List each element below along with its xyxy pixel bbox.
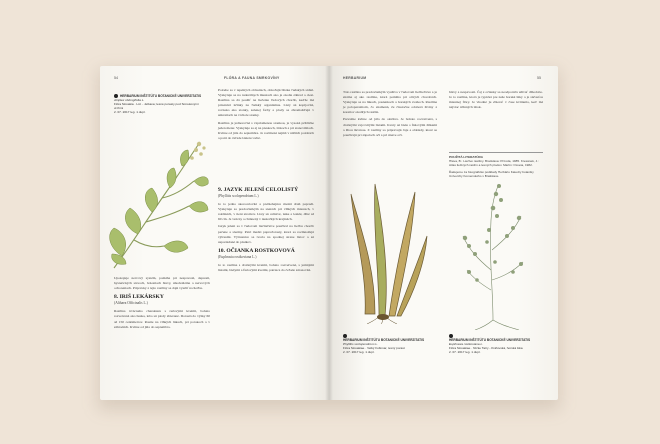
right-page-number: 55 <box>537 76 541 80</box>
paragraph: Je to rastlina s drobnými kvetmi, bohato rozvetvená, s jemnými listami, bielymi a fialovými kvetmi, patriaca do čeľade zárazovité. <box>218 262 314 273</box>
section-heading-10: 10. OČIANKA ROSTKOVOVÁ <box>218 247 295 254</box>
fern-specimen-label <box>343 334 437 354</box>
specimen-date: 2. 07. 2017 leg. 1 dupl. <box>449 350 481 355</box>
left-page-number: 54 <box>114 76 118 80</box>
specimen-detail: Flóra Slovakiae · Velký Folkmar, lesný porast <box>343 346 405 351</box>
open-book <box>100 66 558 400</box>
paragraph: Táto rastlina sa predovšetkým využíva v ľudovom liečiteľstve a je známa aj ako rastlina, ktorá pomáha pri očných chorobách. Vyskytuje sa na lúkach, pasienkoch a horských svahoch. Rastlina je poloparazitom, čo znamená, že čiastočne odoberá živiny z koreňov okolitých rastlín. <box>343 90 437 115</box>
right-running-head: HERBARIUM <box>343 76 367 80</box>
right-page <box>329 66 558 400</box>
paragraph: Je to jedno skorocelovité a prebiehajúce menší druh papradí. Vyskytuje sa predovšetkým na stenách pri vlhkých miestach, v roklinách, v tieni stromov. Listy sú celistvé, úzke a lesklé, dlhé až 60 cm. Je vzácny a chránený v niekoľkých krajinách. <box>218 202 314 222</box>
left-column-right <box>218 184 314 275</box>
specimen-species: Phyllitis scolopendrium L. <box>343 342 378 347</box>
left-column-bottom <box>114 276 210 332</box>
section-heading-9: 9. JAZYK JELENÍ CELOLISTÝ <box>218 187 299 193</box>
specimen-species: Euphrasia rostkoviana L. <box>449 342 484 347</box>
right-column-right <box>449 90 543 112</box>
atriplex-plant-illustration <box>104 136 212 271</box>
paragraph: Rastlina je jednoročná s vzpriamenou stonkou, je vysoká približne jeden meter. Vyskytuje sa aj na pieskoch, štrkoch a pri stanovištiach. Kvitne od júla do septembra. Je rozšírená najmä v nižších polohách a patrí do čeľade láskavcovité. <box>218 120 314 140</box>
eyebright-specimen-label <box>449 334 543 354</box>
left-page <box>100 66 329 400</box>
specimen-date: 2. 07. 2017 leg. 1 dupl. <box>343 350 375 355</box>
paragraph: Upokojuje nervový systém, pomáha pri nespavosti, depresii, hysterických stavoch, bolestiach hlavy, alkoholizme a nervových ochoreniach. Prípravky z tejto rastliny sa dajú využiť na liečbu. <box>114 276 210 291</box>
left-specimen-label <box>114 94 204 114</box>
book-gutter <box>325 66 333 400</box>
section-latin-10: (Euphrasia rostkoviana L.) <box>218 254 257 259</box>
section-latin-9: (Phyllitis scolopendrium L.) <box>218 194 259 198</box>
fern-specimen-illustration <box>345 174 435 324</box>
acknowledgement-text: Ďakujeme za fotografické podklady Herbáriu Katedry botaniky Univerzity Komenského v Bratislave. <box>449 169 534 178</box>
section-latin-8: (Althaea Officinalis L.) <box>114 301 148 306</box>
paragraph: Potrebe sa v tepelných oblastiach, obkoľujú blízke ľudských sídiel. Vyskytuje sa na ruderálnych miestach ako je okolie záhrad a ciest. Rastlina sa dá použiť na liečenie ľudových chorôb, keďže má priaznivé účinky na ľudský organizmus. Listy sú kopijovité, rovnako ako stonky, zelenej farby a plody sa zhromažďujú v súkvetiach na vrchole stonky. <box>218 88 314 118</box>
section-heading-8: 8. IRIŠ LEKÁRSKY <box>114 294 164 301</box>
paragraph: Jazyk jelení sa v ľudovom liečiteľstve používal na liečbu chorôb pečene a sleziny. Patrí medzi papraďorasty, ktoré sa rozmnožujú výtrusmi. Výtrusnice sa tvoria na spodnej strane listov a sú usporiadané do pásikov. <box>218 224 314 244</box>
paragraph: hlavy a nespavosti. Čaj z očianky sa neodporúča užívať dlhodobo. Je to rastlina, ktorá je typická pre naše horské lúky a je súčasťou miestnej flóry. Je vhodné ju zbierať v čase kvitnutia, keď má najviac účinných látok. <box>449 90 543 110</box>
literature-text: Hlava, B.: Liečivé rastliny. Bratislava: Príroda, 1985. Kresánek, J.: Atlas liečivých rastlín a lesných plodov. Martin: Osveta, 1982. <box>449 158 539 167</box>
paragraph: Prevažne kvitne od júla do októbra. Je bohato rozvetvená, s drobnými vajcovitými listami. Kvety sú biele s fialovými žilkami a žltou škvrnou. Z rastliny sa pripravujú čaje a obklady, ktoré sa používajú pri zápaloch očí a pri únave očí. <box>343 117 437 137</box>
literature-block <box>449 150 543 178</box>
left-running-head: FLÓRA A FAUNA SMRKOVÍNY <box>224 76 280 80</box>
specimen-institution: HERBARIUM INŠTITÚTU BOTANICKÉ UNIVERZITATIS <box>120 94 202 98</box>
divider <box>449 152 543 153</box>
specimen-date: 2. 07. 2017 leg. 1 dupl. <box>114 110 146 115</box>
right-column-left <box>343 90 437 140</box>
specimen-species: Atriplex oblongifolia L. <box>114 98 145 103</box>
specimen-institution: HERBARIUM INŠTITÚTU BOTANICKÉ UNIVERZITATIS <box>343 338 425 343</box>
specimen-detail: Flóra Slovakia · Lid. - Jelšava; lesné porasty pod Smrekovými vrchmi <box>114 102 199 111</box>
left-column-top <box>218 88 314 143</box>
specimen-institution: HERBARIUM INŠTITÚTU BOTANICKÉ UNIVERZITATIS <box>449 338 531 343</box>
specimen-detail: Flóra Slovakiae · Nízke Tatry - Kráľovská, horská lúka <box>449 346 523 351</box>
paragraph: Rastlina trvácneho charakteru s ružovými kvetmi, bohato rozvetvená ako lieska, lebo sú plody zbierané. Dorastá do výšky 60 až 150 centimetrov. Rastie na vlhkých lúkach, pri potokoch a v záhradách. Kvitne od júla do septembra. <box>114 309 210 329</box>
eyebright-specimen-illustration <box>449 180 541 330</box>
literature-title: POUŽITÁ LITERATÚRA <box>449 154 483 159</box>
